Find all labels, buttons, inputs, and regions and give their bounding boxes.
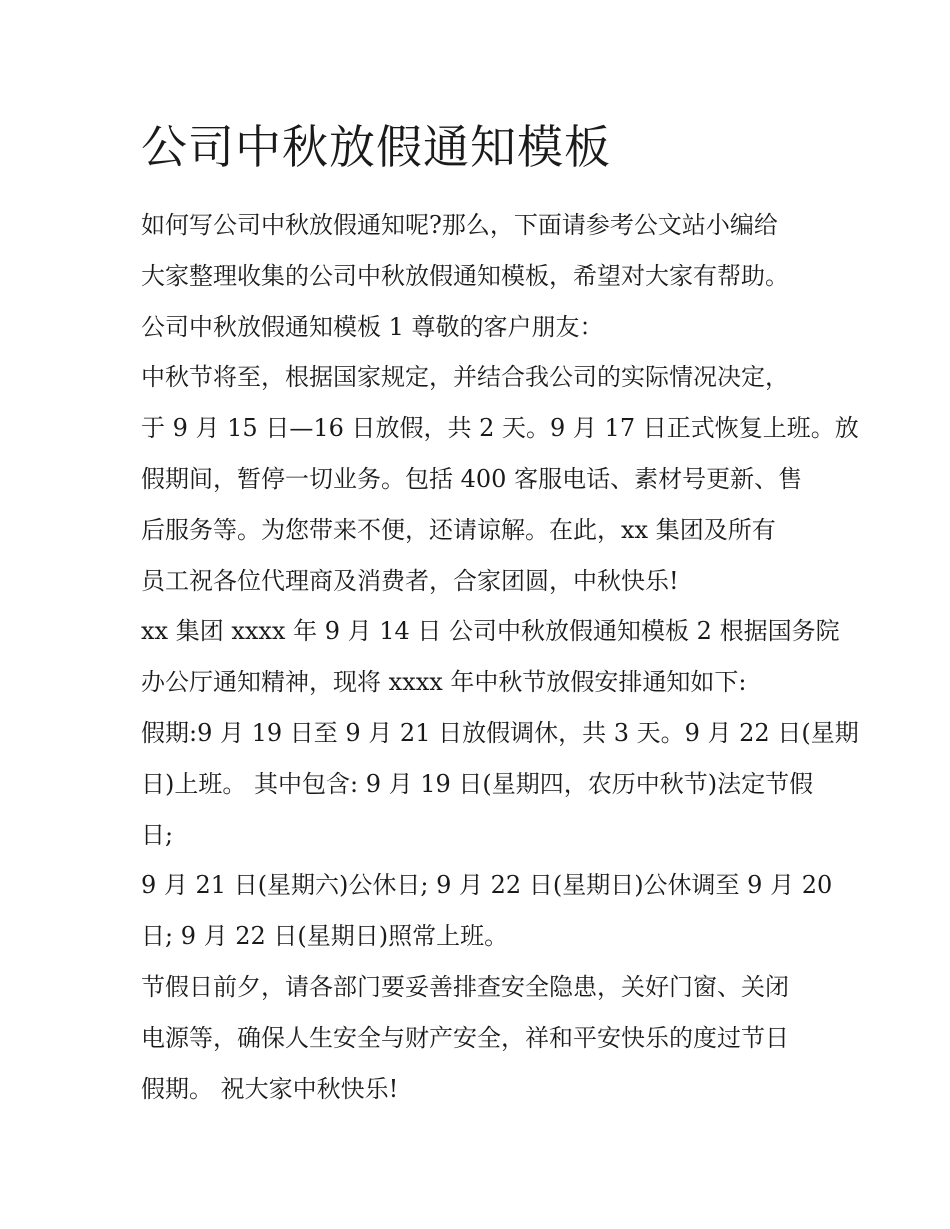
safety-reminder-paragraph — [141, 962, 821, 1114]
intro-paragraph — [141, 200, 821, 302]
paragraph-line: 节假日前夕，请各部门要妥善排查安全隐患，关好门窗、关闭 — [141, 972, 789, 1001]
template-1-heading-paragraph — [141, 302, 821, 353]
weekend-adjustment-paragraph — [141, 860, 833, 962]
paragraph-line: 日; — [141, 820, 174, 849]
paragraph-line: 办公厅通知精神，现将 xxxx 年中秋节放假安排通知如下: — [141, 668, 747, 697]
paragraph-line: 9 月 21 日(星期六)公休日; 9 月 22 日(星期日)公休调至 9 月 20 — [141, 871, 833, 900]
paragraph-line: 假期。 祝大家中秋快乐! — [141, 1074, 399, 1103]
document-page — [141, 112, 859, 1114]
template-2-heading-paragraph — [141, 606, 840, 708]
paragraph-line: 中秋节将至，根据国家规定，并结合我公司的实际情况决定， — [141, 363, 789, 392]
paragraph-line: 于 9 月 15 日—16 日放假，共 2 天。9 月 17 日正式恢复上班。放 — [141, 414, 859, 443]
paragraph-line: 员工祝各位代理商及消费者，合家团圆，中秋快乐! — [141, 566, 679, 595]
paragraph-line: 假期间，暂停一切业务。包括 400 客服电话、素材号更新、售 — [141, 464, 803, 493]
paragraph-line: xx 集团 xxxx 年 9 月 14 日 公司中秋放假通知模板 2 根据国务院 — [141, 617, 840, 646]
paragraph-line: 电源等，确保人生安全与财产安全，祥和平安快乐的度过节日 — [141, 1023, 789, 1052]
paragraph-line: 公司中秋放假通知模板 1 尊敬的客户朋友： — [141, 312, 604, 341]
document-title: 公司中秋放假通知模板 — [141, 120, 611, 174]
paragraph-line: 日; 9 月 22 日(星期日)照常上班。 — [141, 922, 509, 951]
template-1-body-paragraph — [141, 352, 859, 606]
paragraph-line: 大家整理收集的公司中秋放假通知模板，希望对大家有帮助。 — [141, 261, 789, 290]
paragraph-line: 如何写公司中秋放假通知呢?那么，下面请参考公文站小编给 — [141, 211, 778, 239]
paragraph-line: 假期:9 月 19 日至 9 月 21 日放假调休，共 3 天。9 月 22 日(星期 — [141, 718, 859, 747]
holiday-schedule-paragraph — [141, 708, 859, 860]
paragraph-line: 后服务等。为您带来不便，还请谅解。在此，xx 集团及所有 — [141, 515, 776, 544]
paragraph-line: 日)上班。 其中包含: 9 月 19 日(星期四，农历中秋节)法定节假 — [141, 769, 814, 798]
